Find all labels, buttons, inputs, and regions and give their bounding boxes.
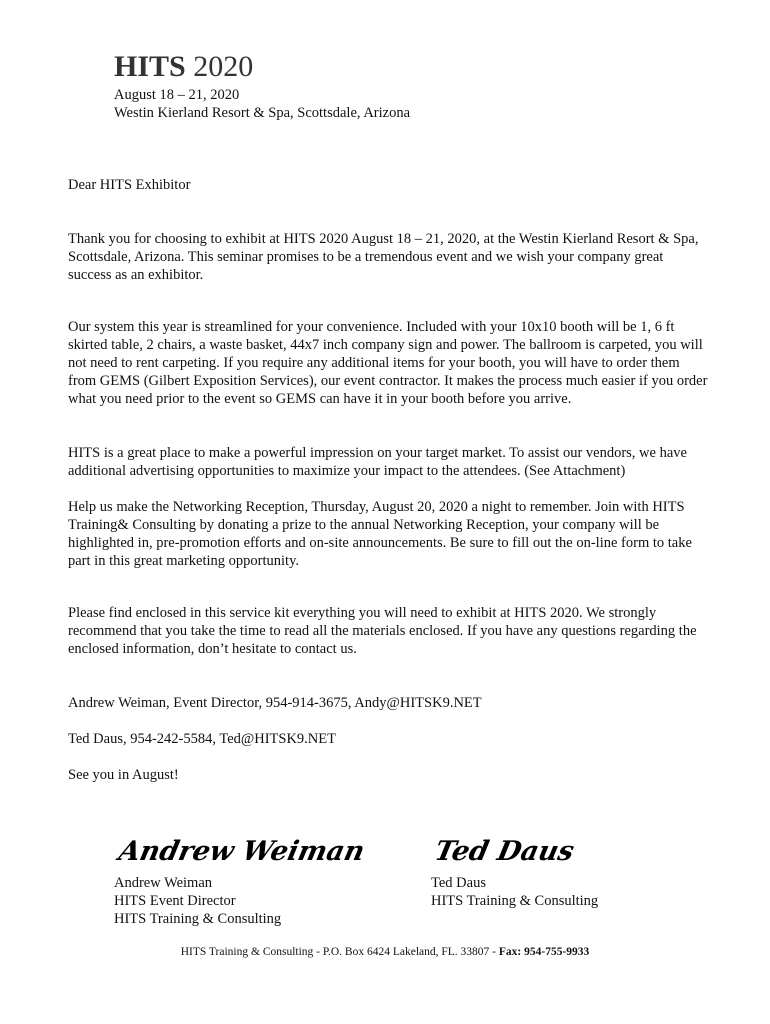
event-dates: August 18 – 21, 2020: [114, 87, 240, 103]
signature-ted-daus: Ted Daus: [432, 836, 577, 867]
event-venue: Westin Kierland Resort & Spa, Scottsdale, Arizona: [114, 105, 411, 121]
signer-company-left: HITS Training & Consulting: [114, 911, 282, 927]
signer-name-left: Andrew Weiman: [114, 875, 213, 891]
footer-address: HITS Training & Consulting - P.O. Box 6424 Lakeland, FL. 33807 -: [180, 946, 499, 958]
event-name: HITS: [114, 50, 186, 83]
salutation: Dear HITS Exhibitor: [68, 177, 191, 193]
closing: See you in August!: [68, 767, 179, 783]
footer: [0, 945, 770, 959]
paragraph-advertising: HITS is a great place to make a powerful impression on your target market. To assist our vendors, we have additional advertising opportunities to maximize your impact to the attendees. (See Attachment): [68, 445, 687, 479]
signer-title-left: HITS Event Director: [114, 893, 236, 909]
signer-company-right: HITS Training & Consulting: [431, 893, 599, 909]
paragraph-networking: Help us make the Networking Reception, Thursday, August 20, 2020 a night to remember. Join with HITS Training& Consulting by donating a prize to the annual Networking Reception, your company will be highlighted in, pre-promotion efforts and on-site announcements. Be sure to fill out the on-line form to take part in this great marketing opportunity.: [68, 499, 692, 569]
event-title: [114, 50, 253, 84]
paragraph-service-kit: Please find enclosed in this service kit everything you will need to exhibit at HITS 2020. We strongly recommend that you take the time to read all the materials enclosed. If you have any questions regarding the enclosed information, don’t hesitate to contact us.: [68, 605, 697, 657]
signature-andrew-weiman: Andrew Weiman: [116, 836, 368, 867]
contact-andrew: Andrew Weiman, Event Director, 954-914-3675, Andy@HITSK9.NET: [68, 695, 482, 711]
paragraph-booth: Our system this year is streamlined for your convenience. Included with your 10x10 booth will be 1, 6 ft skirted table, 2 chairs, a waste basket, 44x7 inch company sign and power. The ballroom is carpeted, you will not need to rent carpeting. If you require any additional items for your booth, you will have to order them from GEMS (Gilbert Exposition Services), our event contractor. It makes the process much easier if you order what you need prior to the event so GEMS can have it in your booth before you arrive.: [68, 319, 708, 407]
contact-ted: Ted Daus, 954-242-5584, Ted@HITSK9.NET: [68, 731, 336, 747]
paragraph-intro: Thank you for choosing to exhibit at HITS 2020 August 18 – 21, 2020, at the Westin Kierland Resort & Spa, Scottsdale, Arizona. This seminar promises to be a tremendous event and we wish your company great success as an exhibitor.: [68, 231, 699, 283]
event-year: 2020: [193, 50, 254, 83]
signer-name-right: Ted Daus: [431, 875, 486, 891]
footer-fax: Fax: 954-755-9933: [498, 946, 590, 958]
